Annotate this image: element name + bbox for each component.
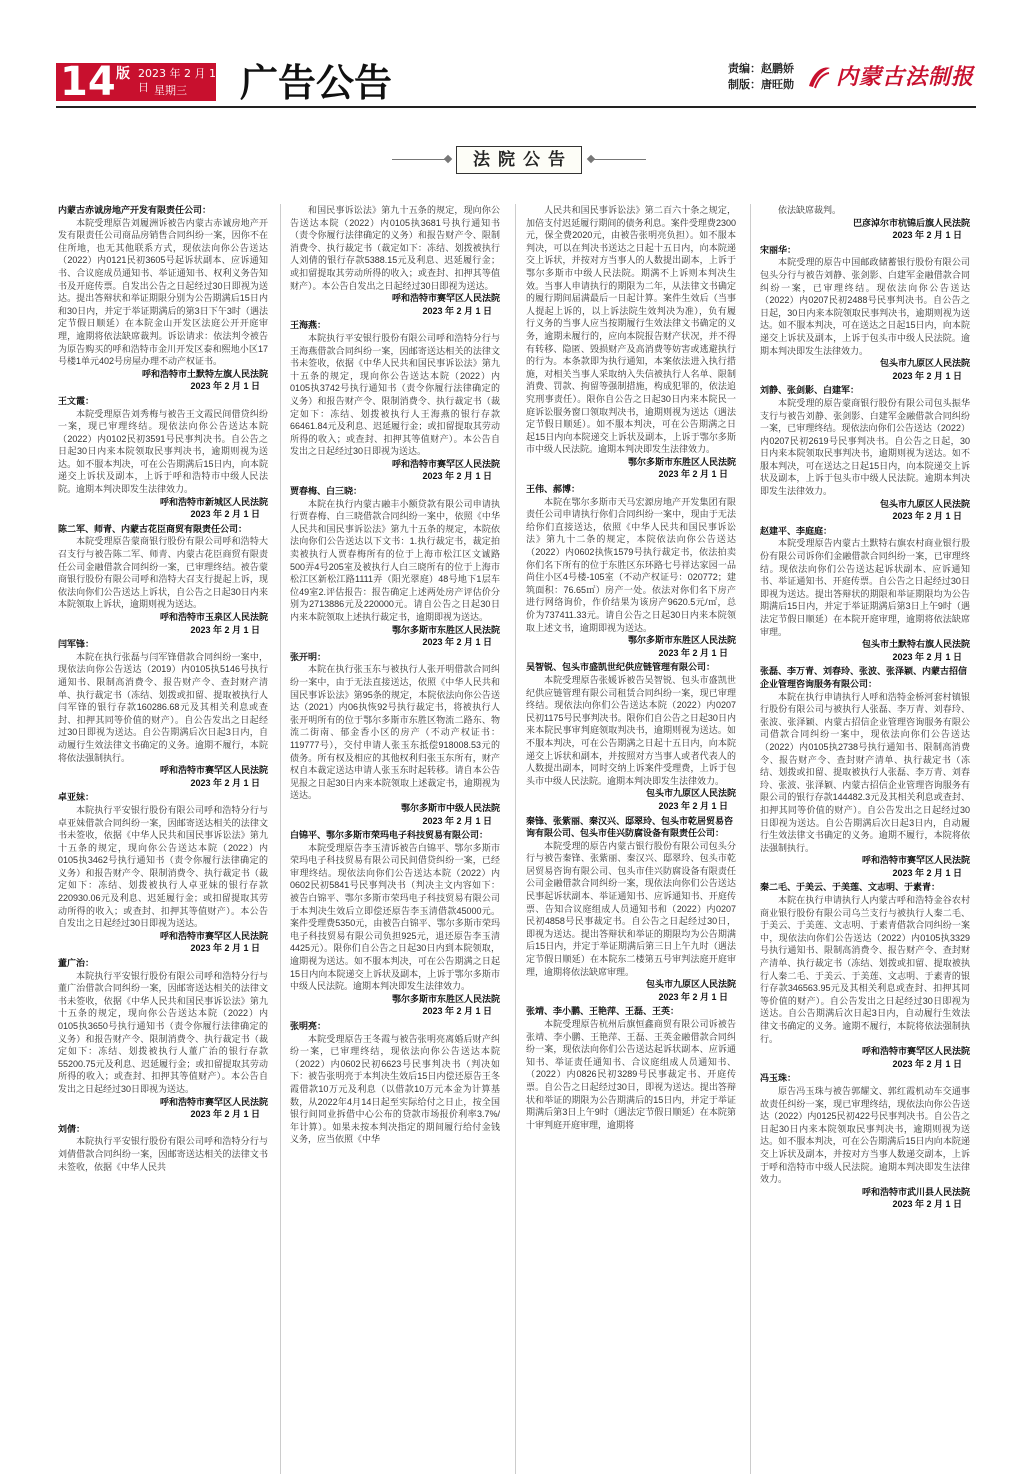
notice-addressee: 秦锋、张紫丽、秦汉兴、邸翠玲、包头市乾居贸易咨询有限公司、包头市佳兴防腐设备有限责任公司： xyxy=(526,815,734,839)
notice-body: 原告冯玉珠与被告郭耀文、郭红霞机动车交通事故责任纠纷一案，现已审理终结，现依法向你公告送达（2022）内0125民初422号民事判决书。自公告之日起30日内来本院领取民事判决书，逾期则视为送达。如不服本判决，可在公告期满后15日内向本院递交上诉状及副本，并按对方当事人数递交副本，上诉于呼和浩特市中级人民法院。逾期本判决即发生法律效力。 xyxy=(760,1085,970,1185)
notice-addressee: 刘静、张剑影、白建军： xyxy=(760,385,860,396)
notice xyxy=(760,244,970,383)
newspaper-name: 内蒙古法制报 xyxy=(836,64,975,90)
notice-date: 2023 年 2 月 1 日 xyxy=(658,469,728,480)
notice-body: 本院在鄂尔多斯市天马宏源房地产开发集团有限责任公司申请执行你们合同纠纷一案中，现由于无法给你们直接送达，依照《中华人民共和国民事诉讼法》第九十二条的规定，本院依法向你公告送达（2022）内0602执恢1579号执行裁定书，依法拍卖你们名下所有的位于东胜区东环路七号祥达家园一品尚住小区4号楼-105室（不动产权证号：020772；建筑面积：76.65㎡）房产一处。依法对你们名下房产进行网络询价，作价结果为该房产9620.5元/㎡，总价为737411.33元。请自公告之日起30日内来本院领取上述文书，逾期即视为送达。 xyxy=(526,496,736,633)
notice-date: 2023 年 2 月 1 日 xyxy=(422,1006,492,1017)
notice-body: 本院受理原告蒙商银行股份有限公司呼和浩特大召支行与被告陈二军、师青、内蒙古花臣商贸有限责任公司金融借款合同纠纷一案，已审理终结。被告蒙商银行股份有限公司呼和浩特大召支行提起上诉，现依法向你们公告送达上诉状，自公告之日起30日内来本院领取上诉状，逾期则视为送达。 xyxy=(58,536,268,610)
notice-date: 2023 年 2 月 1 日 xyxy=(422,637,492,648)
notice-addressee: 闫军锋： xyxy=(58,639,95,650)
notice-court: 包头市土默特右旗人民法院 xyxy=(861,639,970,650)
notice-court: 巴彦淖尔市杭锦后旗人民法院 xyxy=(852,217,970,228)
notice-court: 呼和浩特市赛罕区人民法院 xyxy=(861,855,970,866)
notice-addressee: 白锦平、鄂尔多斯市荣玛电子科技贸易有限公司： xyxy=(290,830,489,841)
notice-date: 2023 年 2 月 1 日 xyxy=(658,991,728,1002)
notice-column-2 xyxy=(290,204,500,1474)
notice xyxy=(290,485,500,649)
notice xyxy=(290,651,500,827)
notice-date: 2023 年 2 月 1 日 xyxy=(422,305,492,316)
notice-court: 呼和浩特市玉泉区人民法院 xyxy=(159,612,268,622)
notice-body: 本院执行平安银行股份有限公司呼和浩特分行与刘倩借款合同纠纷一案，因邮寄送达相关的法律文书未签收，依据《中华人民共 xyxy=(58,1136,268,1172)
notice-court: 包头市九原区人民法院 xyxy=(645,979,736,990)
notice xyxy=(290,204,500,317)
notice-date: 2023 年 2 月 1 日 xyxy=(892,867,962,878)
notice-court: 呼和浩特市土默特左旗人民法院 xyxy=(141,368,268,379)
notice-date: 2023 年 2 月 1 日 xyxy=(190,943,260,954)
notice-court: 呼和浩特市新城区人民法院 xyxy=(159,496,268,507)
notice-court: 呼和浩特市赛罕区人民法院 xyxy=(861,1046,970,1057)
banner-ornament-right xyxy=(590,159,646,160)
notice xyxy=(760,665,970,879)
notice-court: 包头市九原区人民法院 xyxy=(645,788,736,799)
notice-date: 2023 年 2 月 1 日 xyxy=(190,624,260,635)
notice-addressee: 张明亮： xyxy=(290,1021,327,1031)
notice-court: 包头市九原区人民法院 xyxy=(879,498,970,509)
notice xyxy=(526,483,736,659)
notice-court: 呼和浩特市赛罕区人民法院 xyxy=(159,930,268,941)
notice-date: 2023 年 2 月 1 日 xyxy=(892,1199,962,1210)
notice-body: 本院受理原告王冬霞与被告张明亮离婚后财产纠纷一案，已审理终结，现依法向你公告送达本院（2022）内0602民初6623号民事判决书（判决如下：被告张明亮于本判决生效后15日内偿还原告王冬霞借款10万元及利息（以借款10万元本金为计算基数，从2022年4月14日起至实际给付之日止，按全国银行间同业拆借中心公布的贷款市场报价利率3.7%/年计算）。如果未按本判决指定的期间履行给付金钱义务，应当依照《中华 xyxy=(290,1033,500,1145)
notice xyxy=(760,204,970,242)
notice-date: 2023 年 2 月 1 日 xyxy=(892,370,962,381)
notice-column-1 xyxy=(58,204,268,1474)
notice xyxy=(526,1005,736,1131)
notice xyxy=(58,1123,268,1173)
notice-body: 本院在执行申请执行人内蒙古呼和浩特金谷农村商业银行股份有限公司乌兰支行与被执行人秦二毛、于美云、于美莲、文志明、于素青借款合同纠纷一案中，现依法向你们公告送达（2022）内0105执3329号执行通知书、限制高消费令、报告财产令、查封财产清单、执行裁定书（冻结、划拨或扣留、提取被执行人秦二毛、于美云、于美莲、文志明、于素青的银行存款346563.95元及其相关利息或查封、扣押其同等价值的财产）。自公告发出之日起经过30日即视为送达。自公告期满后次日起3日内，自动履行生效法律文书确定的义务。逾期不履行，本院将依法强制执行。 xyxy=(760,895,970,1044)
notice-body: 本院受理原告张媛诉被告吴智锐、包头市盛凯世纪供应链管理有限公司租赁合同纠纷一案，现已审理终结。现依法向你们公告送达本院（2022）内0207民初1175号民事判决书。限你们自公告之日起30日内来本院民事审判庭领取判决书，逾期则视为送达。如不服本判决，可在公告期满之日起十五日内，向本院递交上诉状和副本，并按照对方当事人或者代表人的人数提出副本，同时交纳上诉案件受理费，上诉于包头市中级人民法院。逾期本判决即发生法律效力。 xyxy=(526,674,736,786)
notice-body: 本院受理原告刘履洲诉被告内蒙古赤诚房地产开发有限责任公司商品房销售合同纠纷一案，因你不在住所地，也无其他联系方式，现依法向你公告送达（2022）内0121民初3605号起诉状副本、应诉通知书、合议庭成员通知书、举证通知书、权利义务告知书及开庭传票。自发出公告之日起经过30日即视为送达。提出答辩状和举证期限分别为公告期满后15日内和30日内，并定于举证期满后的第3日下午3时（遇法定节假日顺延）在本院金山开发区法庭公开开庭审理，逾期将依法缺席裁判。诉讼请求：依法判令被告为原告购买的呼和浩特市金川开发区泰和熙地小区17号楼1单元402号房屋办理不动产权证书。 xyxy=(58,217,268,367)
court-notice-banner xyxy=(456,146,582,174)
notice-addressee: 宋丽华： xyxy=(760,244,797,255)
notice-addressee: 吴智锐、包头市盛凯世纪供应链管理有限公司： xyxy=(526,662,716,673)
issue-weekday: 星期三 xyxy=(154,84,187,97)
notice-addressee: 陈二军、师青、内蒙古花臣商贸有限责任公司： xyxy=(58,523,248,534)
notice xyxy=(760,525,970,664)
notice-body: 本院在执行张磊与闫军锋借款合同纠纷一案中，现依法向你公告送达（2019）内0105执5146号执行通知书、限制高消费令、报告财产令、查封财产清单、执行裁定书（冻结、划拨或扣留、提取被执行人闫军锋的银行存款160286.68元及其相关利息或查封、扣押其同等价值的财产）。自公告发出之日起经过30日即视为送达。自公告期满后次日起3日内，自动履行生效法律文书确定的义务。逾期不履行，本院将依法强制执行。 xyxy=(58,651,268,763)
notice-addressee: 张靖、李小鹏、王艳萍、王磊、王英： xyxy=(526,1006,680,1017)
column-divider xyxy=(750,204,751,1474)
notice-court: 鄂尔多斯市中级人民法院 xyxy=(400,802,500,813)
column-divider xyxy=(280,204,281,1474)
notice-body: 本院受理原告刘秀梅与被告王文霞民间借贷纠纷一案，现已审理终结。现依法向你公告送达本院（2022）内0102民初3591号民事判决书。自公告之日起30日内来本院领取民事判决书，逾期则视为送达。如不服本判决，可在公告期满后15日内，向本院递交上诉状及副本，上诉于呼和浩特市中级人民法院。逾期本判决即发生法律效力。 xyxy=(58,408,268,495)
banner-ornament-dot xyxy=(587,155,595,163)
notice-addressee: 王海燕： xyxy=(290,320,327,331)
producer-credit: 制版：唐旺勋 xyxy=(728,78,794,91)
notice-body: 本院受理原告杭州后旗恒鑫商贸有限公司诉被告张靖、李小鹏、王艳萍、王磊、王英金融借款合同纠纷一案，现依法向你们公告送达起诉状副本、应诉通知书、举证责任通知书、合议庭组成人员通知书、（2022）内0826民初3289号民事裁定书、开庭传票。自公告之日起经过30日，即视为送达。提出答辩状和举证的期限为公告期满后的15日内，并定于举证期满后第3日上午9时（遇法定节假日顺延）在本院第十审判庭开庭审理，逾期将 xyxy=(526,1019,736,1130)
logo-swoosh-icon xyxy=(806,64,832,90)
notice-addressee: 张磊、李万青、刘春玲、张波、张泽颖、内蒙古招信企业管理咨询服务有限公司： xyxy=(760,666,968,689)
notice-body: 本院在执行申请执行人呼和浩特金桥河套村镇银行股份有限公司与被执行人张磊、李万青、刘春玲、张波、张泽颖、内蒙古招信企业管理咨询服务有限公司借款合同纠纷一案中，现依法向你们公告送达（2022）内0105执2738号执行通知书、限制高消费令、报告财产令、查封财产清单、执行裁定书（冻结、划拨或扣留、提取被执行人张磊、李万青、刘春玲、张波、张泽颖、内蒙古招信企业管理咨询服务有限公司的银行存款144482.3元及其相关利息或查封、扣押其同等价值的财产）。自公告发出之日起经过30日即视为送达。自公告期满后次日起3日内，自动履行生效法律文书确定的义务。逾期不履行，本院将依法强制执行。 xyxy=(760,691,970,853)
editor-credit: 责编：赵鹏娇 xyxy=(728,62,794,75)
notice xyxy=(58,791,268,955)
banner-title: 法院公告 xyxy=(473,150,573,170)
notice-date: 2023 年 2 月 1 日 xyxy=(658,800,728,811)
notice xyxy=(58,957,268,1121)
notice-addressee: 赵建平、李庭庭： xyxy=(760,525,833,536)
notice-court: 呼和浩特市赛罕区人民法院 xyxy=(391,458,500,469)
notice-body: 本院受理的原告中国邮政储蓄银行股份有限公司包头分行与被告刘静、张剑影、白建军金融借款合同纠纷一案，已审理终结。现依法向你公告送达（2022）内0207民初2488号民事判决书。自公告之日起，30日内来本院领取民事判决书，逾期则视为送达。如不服本判决，可在送达之日起15日内，向本院递交上诉状及副本，上诉于包头市中级人民法院。逾期本判决即发生法律效力。 xyxy=(760,257,970,356)
notice xyxy=(290,1020,500,1146)
notice xyxy=(526,815,736,1004)
notice-body: 本院执行平安银行股份有限公司呼和浩特分行与卓亚妹借款合同纠纷一案，因邮寄送达相关的法律文书未签收，依据《中华人民共和国民事诉讼法》第九十五条的规定，现向你公告送达本院（2022）内0105执3462号执行通知书（责令你履行法律确定的义务）和报告财产令、限制消费令、执行裁定书（裁定如下：冻结、划拨被执行人卓亚妹的银行存款220930.06元及利息、迟延履行金；或扣留提取其劳动所得的收入；或查封、扣押其等值财产）。本公告自发出之日起经过30日即视为送达。 xyxy=(58,804,268,929)
notice-body: 本院受理的原告蒙商银行股份有限公司包头振华支行与被告刘静、张剑影、白建军金融借款合同纠纷一案，已审理终结。现依法向你们公告送达（2022）内0207民初2619号民事判决书。自公告之日起，30日内来本院领取民事判决书，逾期则视为送达。如不服本判决，可在送达之日起15日内，向本院递交上诉状及副本，上诉于包头市中级人民法院。逾期本判决即发生法律效力。 xyxy=(760,397,970,497)
notice-date: 2023 年 2 月 1 日 xyxy=(190,509,260,520)
notice xyxy=(290,829,500,1018)
notice-addressee: 冯玉珠： xyxy=(760,1073,797,1084)
notice-date: 2023 年 2 月 1 日 xyxy=(422,815,492,826)
notice xyxy=(290,319,500,483)
notice-addressee: 内蒙古赤诚房地产开发有限责任公司： xyxy=(58,205,212,215)
banner-ornament-left xyxy=(392,159,448,160)
masthead xyxy=(0,0,1024,112)
notice-court: 鄂尔多斯市东胜区人民法院 xyxy=(391,624,500,635)
notice-body: 本院在执行内蒙古融丰小额贷款有限公司申请执行贾春梅、白三晓借款合同纠纷一案中，依照《中华人民共和国民事诉讼法》第九十五条的规定，本院依法向你们公告送达以下文书：1.执行裁定书，裁定拍卖被执行人贾春梅所有的位于上海市松江区文诚路500弄4号205室及被执行人白三晓所有的位于上海市松江区新松江路1111弄（阳光翠庭）48号地下1层车位49室2.评估报告：报告确定上述两处房产评估价分别为2713886元及220000元。请自公告之日起30日内来本院领取上述执行裁定书，逾期即视为送达。 xyxy=(290,498,500,622)
notice-court: 呼和浩特市赛罕区人民法院 xyxy=(159,1096,268,1107)
page-number: 14 xyxy=(60,59,116,105)
notice-date: 2023 年 2 月 1 日 xyxy=(892,1058,962,1069)
notice xyxy=(58,523,268,636)
notice-court: 鄂尔多斯市东胜区人民法院 xyxy=(627,456,736,467)
notice xyxy=(760,1072,970,1211)
issue-date: 2023 年 2 月 1 日 xyxy=(138,67,216,94)
notice-column-4 xyxy=(760,204,970,1474)
header-rule xyxy=(56,106,976,108)
notice-date: 2023 年 2 月 1 日 xyxy=(892,651,962,662)
notice-court: 鄂尔多斯市东胜区人民法院 xyxy=(391,993,500,1004)
notice-addressee: 刘倩： xyxy=(58,1123,86,1134)
notice-body: 和国民事诉讼法》第九十五条的规定，现向你公告送达本院（2022）内0105执3681号执行通知书（责令你履行法律确定的义务）和报告财产令、限制消费令、执行裁定书（裁定如下：冻结、划拨被执行人刘倩的银行存款5388.15元及利息、迟延履行金；或扣留提取其劳动所得的收入；或查封、扣押其等值财产）。本公告自发出之日起经过30日即视为送达。 xyxy=(290,205,500,291)
notice-court: 鄂尔多斯市东胜区人民法院 xyxy=(627,635,736,646)
notice-body: 本院执行平安银行股份有限公司呼和浩特分行与董广治借款合同纠纷一案，因邮寄送达相关的法律文书未签收，依据《中华人民共和国民事诉讼法》第九十五条的规定，现向你公告送达本院（2022）内0105执3650号执行通知书（责令你履行法律确定的义务）和报告财产令、限制消费令、执行裁定书（裁定如下：冻结、划拨被执行人董广治的银行存款55200.75元及利息、迟延履行金；或扣留提取其劳动所得的收入；或查封、扣押其等值财产）。本公告自发出之日起经过30日即视为送达。 xyxy=(58,970,268,1094)
notice-addressee: 秦二毛、于美云、于美莲、文志明、于素青： xyxy=(760,882,941,893)
notice xyxy=(58,638,268,789)
notice-date: 2023 年 2 月 1 日 xyxy=(190,1109,260,1120)
notice-court: 呼和浩特市赛罕区人民法院 xyxy=(391,293,500,304)
notice xyxy=(58,395,268,521)
section-title: 广告公告 xyxy=(240,61,393,105)
notice-date: 2023 年 2 月 1 日 xyxy=(892,230,962,241)
notice-court: 呼和浩特市武川县人民法院 xyxy=(861,1186,970,1197)
notice-body: 人民共和国民事诉讼法》第二百六十条之规定，加倍支付迟延履行期间的债务利息。案件受理费2300元，保全费2020元，由被告张明亮负担）。如不服本判决，可以在判决书送达之日起十五日内，向本院递交上诉状，并按对方当事人的人数提出副本，上诉于鄂尔多斯市中级人民法院。期满不上诉则本判决生效。当事人申请执行的期限为二年，从法律文书确定的履行期间届满最后一日起计算。案件生效后（当事人提起上诉的，以上诉法院生效判决为准），负有履行义务的当事人应当按期履行生效法律文书确定的义务，逾期未履行的，应向本院报告财产状况，并不得有转移、隐匿、毁损财产及高消费等妨害或逃避执行的行为。本条款即为执行通知，本案依法进入执行措施，对相关当事人采取纳入失信被执行人名单、限制消费、罚款、拘留等强制措施，构成犯罪的，依法追究刑事责任）。限你自公告之日起30日内来本院民一庭诉讼服务窗口领取判决书，逾期则视为送达（遇法定节假日顺延）。如不服本判决，可在公告期满之日起15日内向本院递交上诉状及副本，上诉于鄂尔多斯市中级人民法院。逾期本判决即发生法律效力。 xyxy=(526,205,736,455)
column-divider xyxy=(515,204,516,1474)
notice-body: 本院受理原告内蒙古土默特右旗农村商业银行股份有限公司诉你们金融借款合同纠纷一案，已审理终结。现依法向你们公告送达起诉状副本、应诉通知书、举证通知书、开庭传票。自公告之日起经过30日即视为送达。提出答辩状的期限和举证期限均为公告期满后15日内，并定于举证期满后第3日上午9时（遇法定节假日顺延）在本院开庭审理，逾期将依法缺席审理。 xyxy=(760,538,970,637)
page-suffix: 版 xyxy=(116,66,130,82)
notice-body: 本院在执行张玉东与被执行人张开明借款合同纠纷一案中，由于无法直接送达，依照《中华人民共和国民事诉讼法》第95条的规定，本院依法向你公告送达（2021）内06执恢92号执行裁定书，将被执行人张开明所有的位于鄂尔多斯市东胜区物流二路东、物流二街南、郁金香小区的房产（不动产权证书：119777号），交付申请人张玉东抵偿918008.53元的债务。所有权及相应的其他权利归张玉东所有，财产权自本裁定送达申请人张玉东时起转移。请自本公告见报之日起30日内来本院领取上述裁定书，逾期视为送达。 xyxy=(290,664,500,801)
notice-addressee: 贾春梅、白三晓： xyxy=(290,486,363,497)
notice-addressee: 董广治： xyxy=(58,958,95,969)
banner-ornament-dot xyxy=(444,155,452,163)
notice-body: 依法缺席裁判。 xyxy=(778,205,842,215)
notice-body: 本院受理原告李玉清诉被告白锦平、鄂尔多斯市荣玛电子科技贸易有限公司民间借贷纠纷一案，已经审理终结。现依法向你们公告送达本院（2022）内0602民初5841号民事判决书（判决主文内容如下：被告白锦平、鄂尔多斯市荣玛电子科技贸易有限公司于本判决生效后立即偿还原告李玉清借款45000元。案件受理费5350元，由被告白锦平、鄂尔多斯市荣玛电子科技贸易有限公司负担925元，退还原告李玉清4425元）。限你们自公告之日起30日内到本院领取，逾期视为送达。如不服本判决，可在公告期满之日起15日内向本院递交上诉状及副本，上诉于鄂尔多斯市中级人民法院。逾期本判决即发生法律效力。 xyxy=(290,842,500,992)
notice-addressee: 王伟、郝博： xyxy=(526,484,581,495)
notice-column-3 xyxy=(526,204,736,1474)
notice-body: 本院执行平安银行股份有限公司呼和浩特分行与王海燕借款合同纠纷一案，因邮寄送达相关的法律文书未签收，依据《中华人民共和国民事诉讼法》第九十五条的规定，现向你公告送达本院（2022）内0105执3742号执行通知书（责令你履行法律确定的义务）和报告财产令、限制消费令、执行裁定书（裁定如下：冻结、划拨被执行人王海燕的银行存款66461.84元及利息、迟延履行金；或扣留提取其劳动所得的收入；或查封、扣押其等值财产）。本公告自发出之日起经过30日即视为送达。 xyxy=(290,332,500,457)
notice-date: 2023 年 2 月 1 日 xyxy=(892,511,962,522)
notice xyxy=(58,204,268,393)
notice-body: 本院受理的原告内蒙古银行股份有限公司包头分行与被告秦锋、张紫丽、秦汉兴、邸翠玲、包头市乾居贸易咨询有限公司、包头市佳兴防腐设备有限责任公司金融借款合同纠纷一案，现依法向你们公告送达民事起诉状副本、举证通知书、应诉通知书、开庭传票、告知合议庭组成人员通知书和（2022）内0207民初4858号民事裁定书。自公告之日起经过30日，即视为送达。提出答辩状和举证的期限均为公告期满后15日内，并定于举证期满后第三日上午九时（遇法定节假日顺延）在本院东二楼第五号审判法庭开庭审理，逾期将依法缺席审理。 xyxy=(526,840,736,977)
notice xyxy=(760,881,970,1070)
notice-date: 2023 年 2 月 1 日 xyxy=(658,647,728,658)
notice-date: 2023 年 2 月 1 日 xyxy=(190,381,260,392)
notice xyxy=(760,384,970,523)
notice-court: 包头市九原区人民法院 xyxy=(879,358,970,369)
notice-addressee: 张开明： xyxy=(290,651,327,662)
notice-court: 呼和浩特市赛罕区人民法院 xyxy=(159,765,268,776)
notice-date: 2023 年 2 月 1 日 xyxy=(190,777,260,788)
notice-date: 2023 年 2 月 1 日 xyxy=(422,471,492,482)
notice xyxy=(526,204,736,481)
newspaper-logo xyxy=(806,60,976,94)
notice-addressee: 王文霞： xyxy=(58,395,95,406)
notice-addressee: 卓亚妹： xyxy=(58,792,95,803)
notice xyxy=(526,661,736,812)
